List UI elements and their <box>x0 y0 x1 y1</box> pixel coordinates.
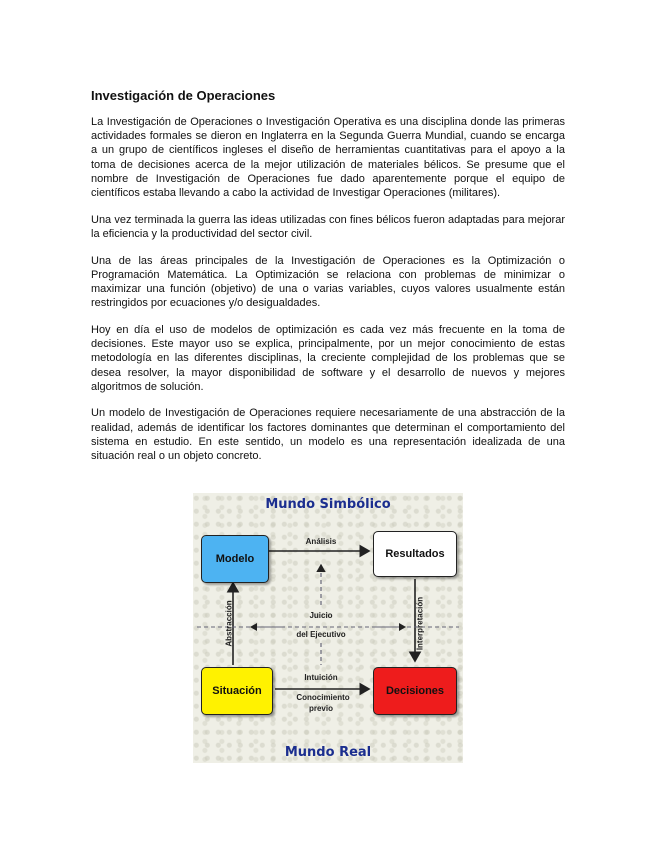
paragraph-5: Un modelo de Investigación de Operaciones requiere necesariamente de una abstracción de la realidad, además de identificar los factores dominantes que determinan el comportamiento del sistema en estudio. En este sentido, un modelo es una representación idealizada de una situación real o un objeto concreto. <box>91 407 565 463</box>
box-decisiones: Decisiones <box>373 667 457 715</box>
paragraph-4: Hoy en día el uso de modelos de optimización es cada vez más frecuente en la toma de decisiones. Este mayor uso se explica, principalmente, por un mejor conocimiento de estas metodología en las diferentes disciplinas, la creciente complejidad de los problemas que se desea resolver, la mayor disponibilidad de software y el desarrollo de nuevos y mejores algoritmos de solución. <box>91 323 565 393</box>
label-interpretacion: Interpretación <box>415 596 425 651</box>
paragraph-2: Una vez terminada la guerra las ideas utilizadas con fines bélicos fueron adaptadas para mejorar la eficiencia y la productividad del sector civil. <box>91 213 565 240</box>
box-situacion: Situación <box>201 667 273 715</box>
document-body <box>91 88 565 476</box>
or-process-diagram <box>193 493 463 763</box>
paragraph-1: La Investigación de Operaciones o Investigación Operativa es una disciplina donde las primeras actividades formales se dieron en Inglaterra en la Segunda Guerra Mundial, cuando se encarga a un grupo de científicos ingleses el diseño de herramientas cuantitativas para el apoyo a la toma de decisiones acerca de la mejor utilización de materiales bélicos. Se presume que el nombre de Investigación de Operaciones fue dado aparentemente porque el equipo de científicos estaba llevando a cabo la actividad de Investigar Operaciones (militares). <box>91 116 565 200</box>
document-title: Investigación de Operaciones <box>91 88 276 103</box>
label-del-ejecutivo: del Ejecutivo <box>296 630 346 639</box>
diagram-top-title: Mundo Simbólico <box>265 497 391 512</box>
paragraph-3: Una de las áreas principales de la Investigación de Operaciones es la Optimización o Programación Matemática. La Optimización se relaciona con problemas de minimizar o maximizar una función (objetivo) de una o varias variables, cuyos valores usualmente están restringidos por ecuaciones y/o desigualdades. <box>91 254 565 310</box>
box-resultados: Resultados <box>373 531 457 577</box>
label-analisis: Análisis <box>305 537 337 546</box>
label-previo: previo <box>308 704 333 713</box>
label-intuicion: Intuición <box>304 673 338 682</box>
label-conocimiento: Conocimiento <box>296 693 350 702</box>
label-juicio: Juicio <box>309 611 333 620</box>
diagram-bottom-title: Mundo Real <box>284 745 372 760</box>
box-modelo: Modelo <box>201 535 269 583</box>
label-abstraccion: Abstracción <box>224 600 234 647</box>
